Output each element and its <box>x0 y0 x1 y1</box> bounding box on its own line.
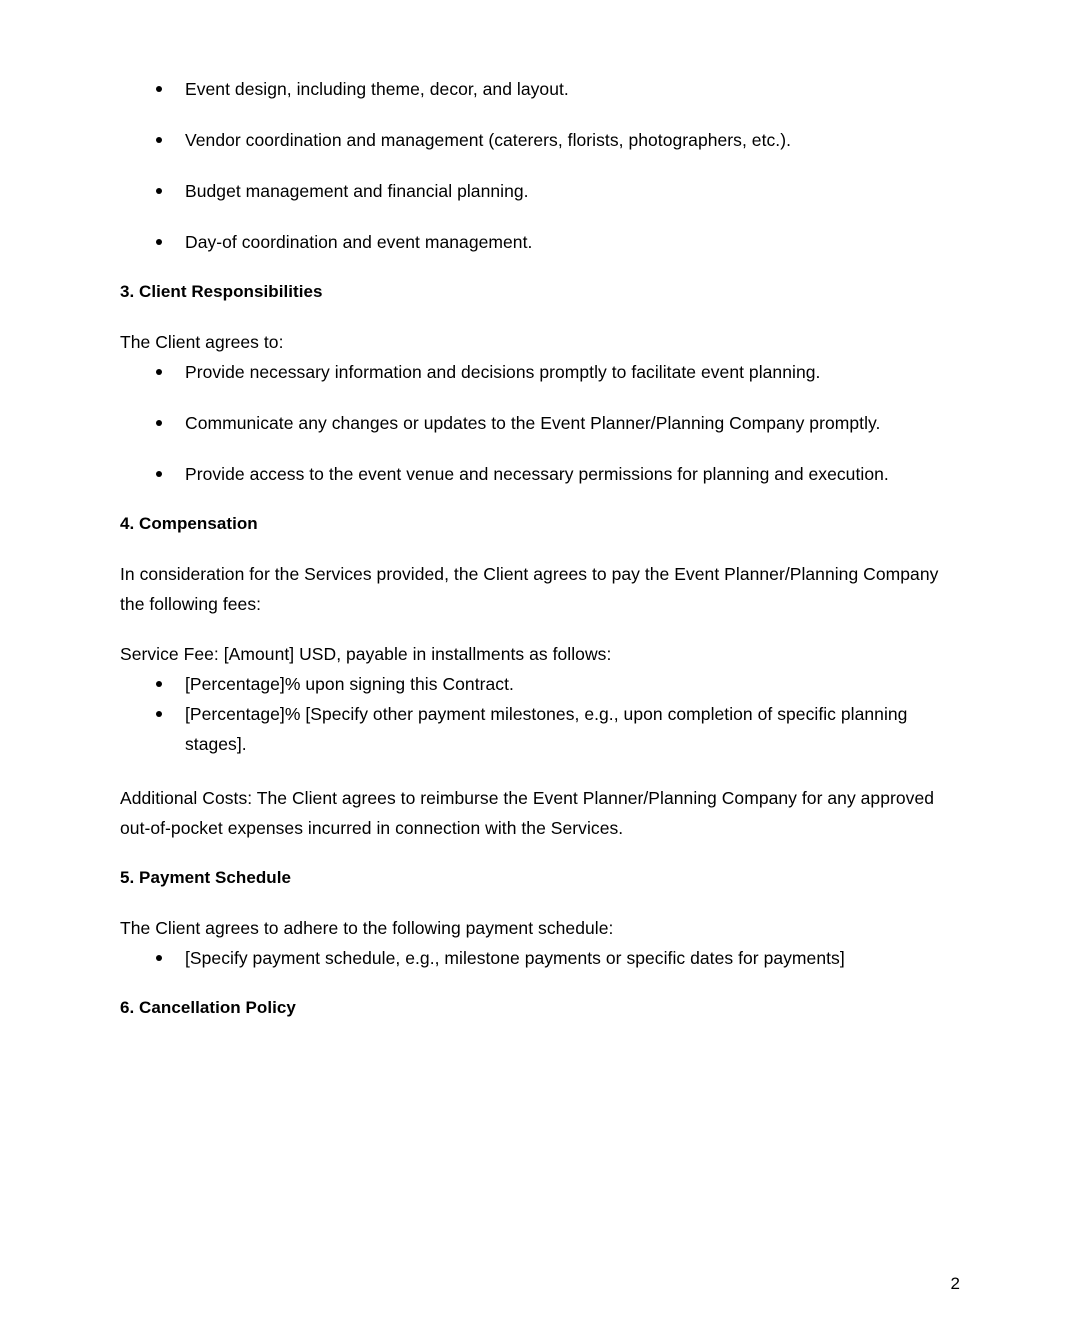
bullet-point-icon <box>156 471 162 477</box>
list-item <box>120 74 947 104</box>
list-item <box>120 408 947 438</box>
bullet-point-icon <box>156 137 162 143</box>
bullet-list <box>120 74 947 257</box>
list-item <box>120 699 947 759</box>
bullet-point-icon <box>156 86 162 92</box>
bullet-list <box>120 357 947 489</box>
list-item-label: [Specify payment schedule, e.g., milestone payments or specific dates for payments] <box>185 948 845 968</box>
bullet-point-icon <box>156 369 162 375</box>
list-item-label: Provide necessary information and decisions promptly to facilitate event planning. <box>185 362 821 382</box>
body-paragraph: Service Fee: [Amount] USD, payable in installments as follows: <box>120 644 612 664</box>
list-item-label: Budget management and financial planning. <box>185 181 529 201</box>
bullet-point-icon <box>156 420 162 426</box>
body-paragraph: The Client agrees to adhere to the following payment schedule: <box>120 918 614 938</box>
list-item-label: Day-of coordination and event management. <box>185 232 533 252</box>
list-item <box>120 357 947 387</box>
list-item-label: Vendor coordination and management (caterers, florists, photographers, etc.). <box>185 130 791 150</box>
list-item <box>120 943 947 973</box>
list-item <box>120 176 947 206</box>
bullet-point-icon <box>156 955 162 961</box>
section-heading: 3. Client Responsibilities <box>120 282 323 301</box>
list-item <box>120 125 947 155</box>
list-item <box>120 669 947 699</box>
bullet-point-icon <box>156 681 162 687</box>
section-heading: 4. Compensation <box>120 514 258 533</box>
list-item-label: [Percentage]% [Specify other payment milestones, e.g., upon completion of specific planning stages]. <box>185 704 908 754</box>
document-body <box>120 74 947 1021</box>
list-item-label: Communicate any changes or updates to the Event Planner/Planning Company promptly. <box>185 413 881 433</box>
page-number: 2 <box>950 1274 960 1293</box>
bullet-list <box>120 943 947 973</box>
bullet-list <box>120 669 947 759</box>
list-item-label: [Percentage]% upon signing this Contract. <box>185 674 514 694</box>
section-heading: 5. Payment Schedule <box>120 868 292 887</box>
bullet-point-icon <box>156 239 162 245</box>
body-paragraph: Additional Costs: The Client agrees to reimburse the Event Planner/Planning Company for any approved out-of-pocket expenses incurred in connection with the Services. <box>120 788 935 838</box>
bullet-point-icon <box>156 711 162 717</box>
bullet-point-icon <box>156 188 162 194</box>
body-paragraph: The Client agrees to: <box>120 332 284 352</box>
list-item <box>120 459 947 489</box>
list-item-label: Event design, including theme, decor, and layout. <box>185 79 569 99</box>
list-item <box>120 227 947 257</box>
list-item-label: Provide access to the event venue and necessary permissions for planning and execution. <box>185 464 889 484</box>
body-paragraph: In consideration for the Services provided, the Client agrees to pay the Event Planner/Planning Company the following fees: <box>120 564 939 614</box>
section-heading: 6. Cancellation Policy <box>120 998 296 1017</box>
